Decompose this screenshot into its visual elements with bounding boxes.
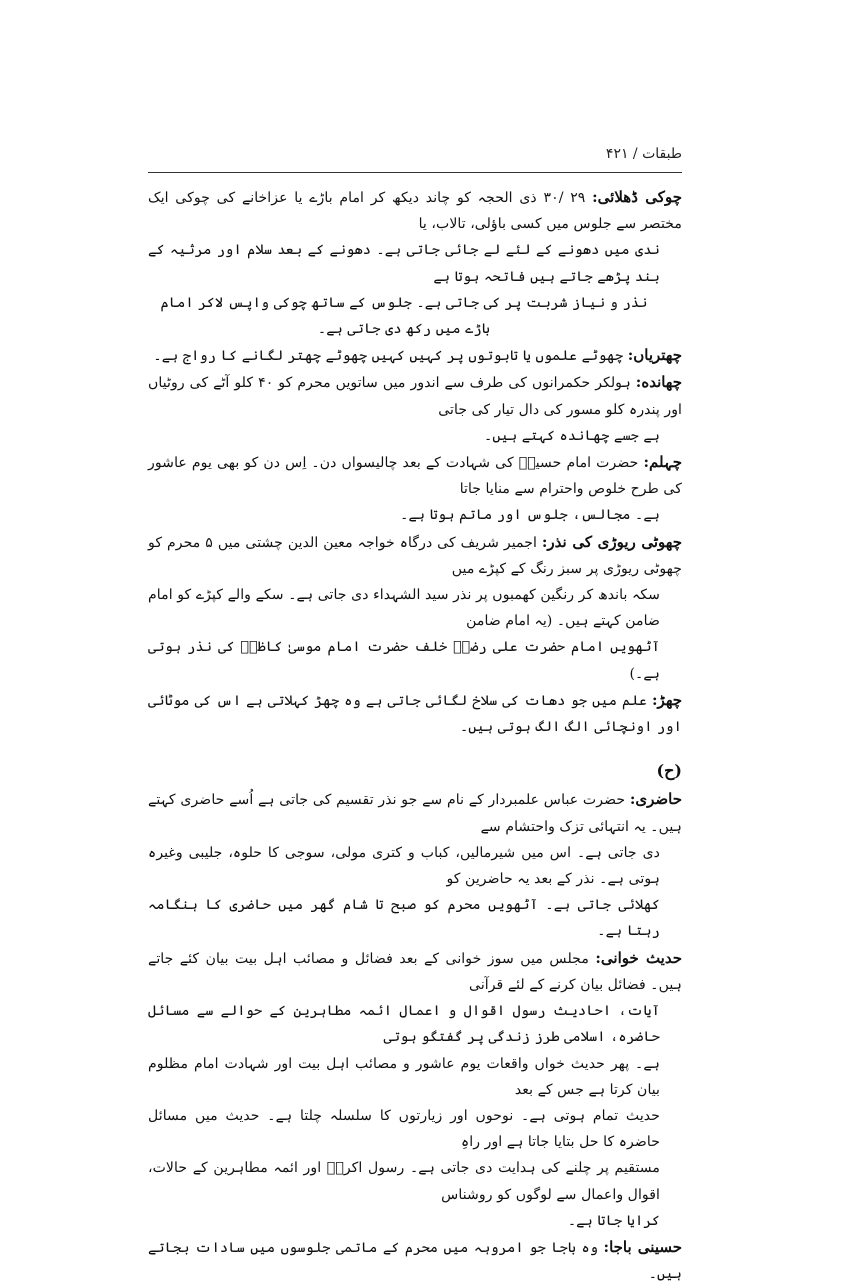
entry-text-line: ہے۔ مجالس، جلوس اور ماتم ہوتا ہے۔ bbox=[400, 507, 660, 524]
entry-text-line: وہ باجا جو امروہہ میں محرم کے ماتمی جلوسوں میں سادات بجاتے ہیں۔ bbox=[148, 1239, 682, 1283]
section-heading: (ح) bbox=[656, 761, 682, 781]
entry-text-line: مستقیم پر چلنے کی ہدایت دی جاتی ہے۔ رسول اکرمؐ اور ائمہ مطاہرین کے حالات، اقوال واعمال سے لوگوں کو روشناس bbox=[148, 1160, 660, 1203]
entry-text-line: حضرت عباس علمبردار کے نام سے جو نذر تقسیم کی جاتی ہے اُسے حاضری کہتے ہیں۔ یہ انتہائی تزک واحتشام سے bbox=[148, 792, 682, 835]
glossary-entry bbox=[148, 184, 682, 342]
entry-text-line: مجلس میں سوز خوانی کے بعد فضائل و مصائب اہل بیت بیان کئے جاتے ہیں۔ فضائل بیان کرنے کے لئے قرآنی bbox=[148, 950, 682, 993]
page-header bbox=[148, 142, 682, 173]
entry-text-line: آٹھویں امام حضرت علی رضاؑ خلف حضرت امام موسیٰ کاظمؑ کی نذر ہوتی ہے۔) bbox=[148, 639, 660, 682]
glossary-entry bbox=[148, 342, 682, 369]
entry-text-line: کرایا جاتا ہے۔ bbox=[567, 1212, 660, 1229]
glossary-entry bbox=[148, 449, 682, 529]
entry-text-line: علم میں جو دھات کی سلاخ لگائی جاتی ہے وہ چھڑ کہلاتی ہے اس کی موٹائی اور اونچائی الگ الگ ہوتی ہیں۔ bbox=[148, 692, 682, 736]
entry-text-line: اجمیر شریف کی درگاہ خواجہ معین الدین چشتی میں ۵ محرم کو چھوٹی ریوڑی پر سبز رنگ کے کپڑے میں bbox=[148, 534, 682, 577]
entry-term: چہلم: bbox=[643, 453, 682, 472]
entry-term: چھوٹی ریوڑی کی نذر: bbox=[541, 532, 682, 551]
entry-term: حاضری: bbox=[629, 790, 682, 809]
entry-text-line: ہے۔ پھر حدیث خواں واقعات یوم عاشور و مصائب اہل بیت اور شہادت امام مظلوم بیان کرتا ہے جس کے بعد bbox=[148, 1055, 660, 1098]
entry-text-line: ندی میں دھونے کے لئے لے جائی جاتی ہے۔ دھونے کے بعد سلام اور مرثیہ کے بند پڑھے جاتے ہیں فاتحہ ہوتا ہے bbox=[148, 242, 660, 285]
entry-text-line: سکہ باندھ کر رنگین کھمبوں پر نذر سید الشہداء دی جاتی ہے۔ سکے والے کپڑے کو امام ضامن کہتے ہیں۔ (یہ امام ضامن bbox=[148, 587, 660, 630]
entry-text-line: ۲۹ /۳۰ ذی الحجہ کو چاند دیکھ کر امام باڑے یا عزاخانے کی چوکی ایک مختصر سے جلوس میں کسی باؤلی، تالاب، یا bbox=[148, 190, 682, 233]
entry-text-line: کھلائی جاتی ہے۔ آٹھویں محرم کو صبح تا شام گھر میں حاضری کا ہنگامہ رہتا ہے۔ bbox=[148, 897, 660, 940]
entry-text-line: ہولکر حکمرانوں کی طرف سے اندور میں ساتویں محرم کو ۴۰ کلو آٹے کی روٹیاں اور پندرہ کلو مسور کی دال تیار کی جاتی bbox=[148, 375, 682, 418]
entry-text-line: حضرت امام حسینؑ کی شہادت کے بعد چالیسواں دن۔ اِس دن کو بھی یوم عاشور کی طرح خلوص واحترام سے منایا جاتا bbox=[148, 455, 682, 498]
glossary-entry bbox=[148, 1234, 682, 1287]
glossary-entry bbox=[148, 369, 682, 449]
glossary-entry bbox=[148, 945, 682, 1234]
entry-term: چھتریاں: bbox=[627, 346, 682, 365]
entry-text-line: دی جاتی ہے۔ اس میں شیرمالیں، کباب و کتری مولی، سوجی کا حلوہ، جلیبی وغیرہ ہوتی ہے۔ نذر کے بعد یہ حاضرین کو bbox=[148, 844, 660, 888]
entry-text-line: چھوٹے علموں یا تابوتوں پر کہیں کہیں چھوٹے چھتر لگانے کا رواج ہے۔ bbox=[153, 348, 624, 365]
entry-term: حدیث خوانی: bbox=[595, 948, 682, 967]
entry-text-line: حدیث تمام ہوتی ہے۔ نوحوں اور زیارتوں کا سلسلہ چلتا ہے۔ حدیث میں مسائل حاضرہ کا حل بتایا جاتا ہے اور راہِ bbox=[148, 1107, 660, 1151]
entry-term: چھڑ: bbox=[652, 690, 683, 709]
page-body bbox=[148, 184, 682, 1287]
entry-text-line: نذر و نیاز شربت پر کی جاتی ہے۔ جلوس کے ساتھ چوکی واپس لاکر امام باڑے میں رکھ دی جاتی ہے۔ bbox=[160, 294, 648, 338]
entry-term: چوکی ڈھلائی: bbox=[592, 188, 682, 206]
entry-text-line: آیات، احادیث رسول اقوال و اعمال ائمہ مطاہرین کے حوالے سے مسائل حاضرہ، اسلامی طرز زندگی پر گفتگو ہوتی bbox=[148, 1003, 660, 1046]
running-head: طبقات / ۴۲۱ bbox=[605, 146, 682, 162]
glossary-entry bbox=[148, 786, 682, 944]
entry-term: چھانده: bbox=[635, 373, 682, 392]
entry-term: حسینی باجا: bbox=[603, 1237, 682, 1256]
glossary-entry bbox=[148, 687, 682, 740]
entry-text-line: ہے جسے چھاندہ کہتے ہیں۔ bbox=[484, 427, 660, 444]
glossary-entry bbox=[148, 529, 682, 687]
